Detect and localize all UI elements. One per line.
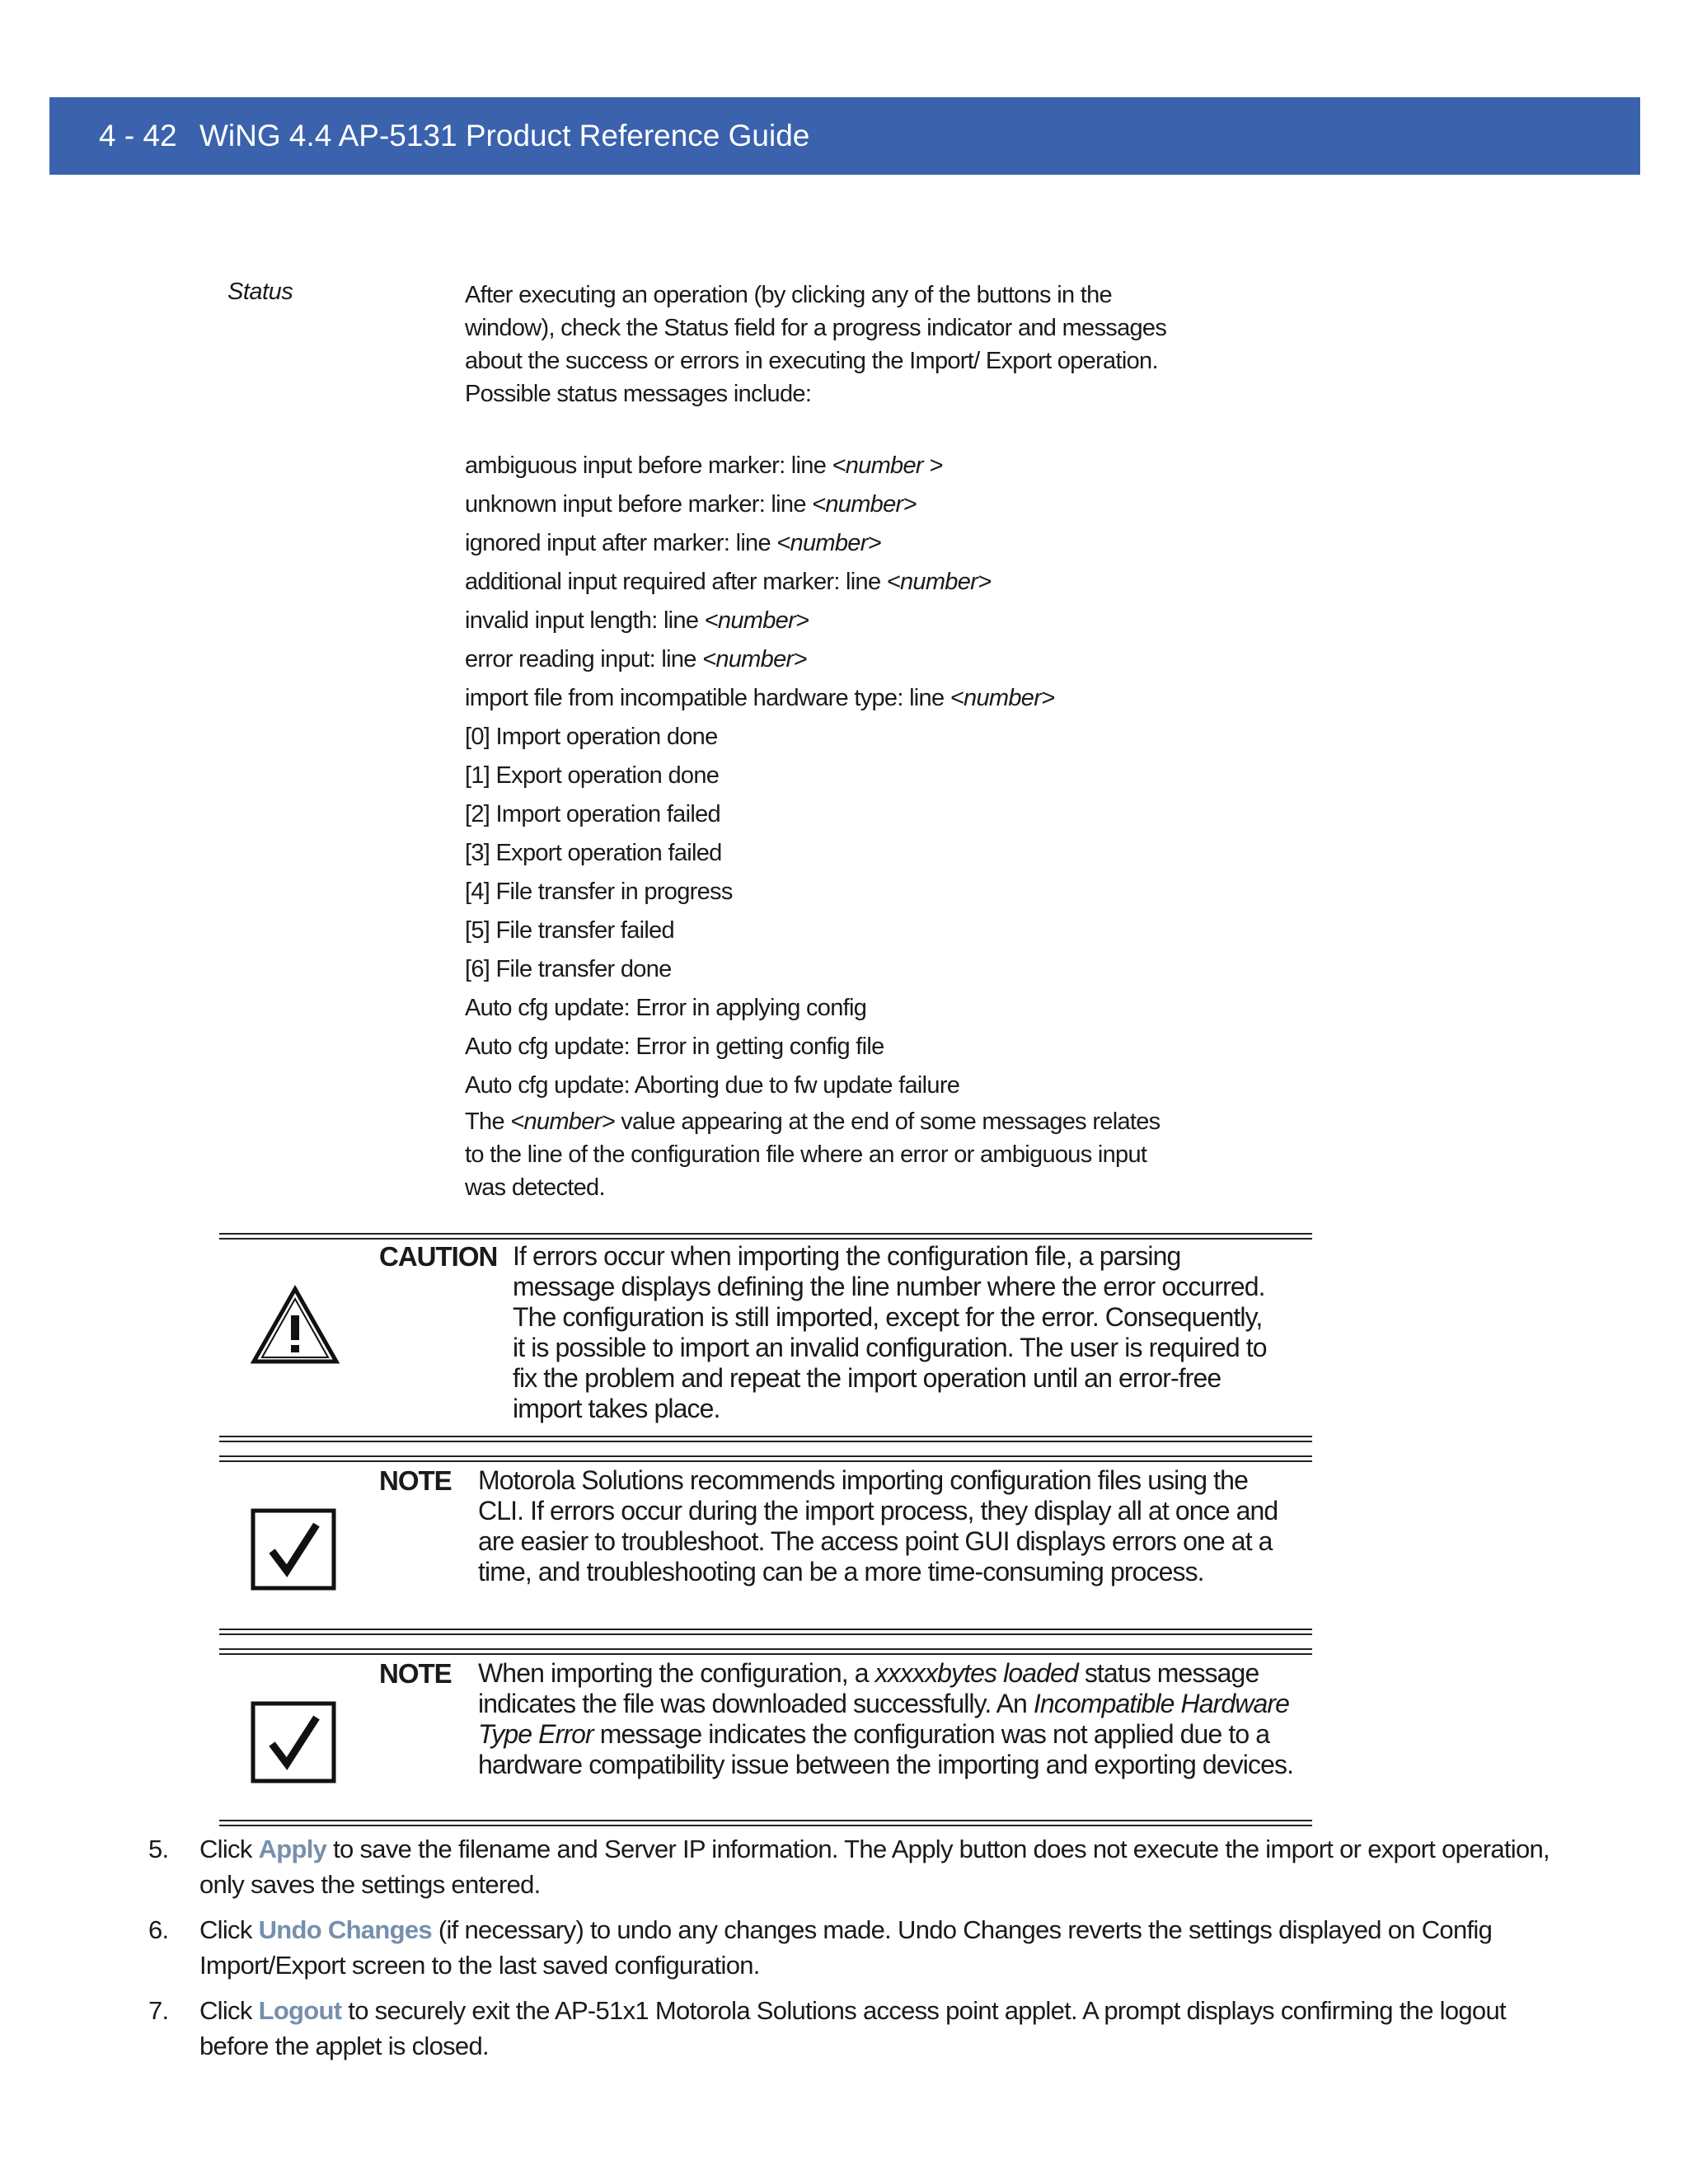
step-item: 7. Click Logout to securely exit the AP-51x1 Motorola Solutions access point applet. A prompt displays confirming the logout before the applet is closed. [148, 1996, 1506, 2060]
status-message: Auto cfg update: Error in applying config [465, 995, 867, 1021]
status-message: [3] Export operation failed [465, 840, 722, 866]
status-intro: After executing an operation (by clicking any of the buttons in the window), check the Status field for a progress indicator and messages about the success or errors in executing the Import/ Export operation. Possible status messages include: [465, 282, 1167, 407]
status-message: [2] Import operation failed [465, 801, 720, 827]
status-message: error reading input: line <number> [465, 646, 807, 673]
note-label: NOTE [379, 1465, 452, 1496]
status-message: import file from incompatible hardware type: line <number> [465, 685, 1055, 711]
logout-button-reference: Logout [258, 1996, 342, 2025]
step-item: 6. Click Undo Changes (if necessary) to undo any changes made. Undo Changes reverts the settings displayed on Config Import/Export screen to the last saved configuration. [148, 1915, 1493, 1980]
note-label: NOTE [379, 1658, 452, 1689]
status-message: unknown input before marker: line <number> [465, 491, 917, 518]
status-message: [1] Export operation done [465, 762, 720, 789]
caution-text: If errors occur when importing the configuration file, a parsing message displays defining the line number where the error occurred. The configuration is still imported, except for the error. Consequently, it is possible to import an invalid configuration. The user is required to fix the problem and repeat the import operation until an error-free import takes place. [513, 1241, 1267, 1423]
status-outro: The <number> value appearing at the end of some messages relates to the line of the configuration file where an error or ambiguous input was detected. [465, 1108, 1160, 1201]
status-message: [5] File transfer failed [465, 917, 674, 944]
status-description [465, 279, 1174, 1204]
warning-triangle-icon [249, 1284, 341, 1366]
apply-button-reference: Apply [258, 1835, 327, 1863]
status-message: [6] File transfer done [465, 956, 672, 982]
caution-label: CAUTION [379, 1241, 498, 1272]
status-message-list [465, 447, 1174, 1105]
status-message: ignored input after marker: line <number> [465, 530, 881, 556]
checkmark-icon [251, 1508, 336, 1591]
page-number: 4 - 42 [99, 119, 177, 152]
status-message: ambiguous input before marker: line <number > [465, 452, 943, 479]
divider [219, 1648, 1312, 1655]
divider [219, 1233, 1312, 1240]
checkmark-icon [251, 1701, 336, 1783]
status-message: Auto cfg update: Aborting due to fw update failure [465, 1072, 960, 1099]
page-header [49, 97, 1640, 175]
note-box [219, 1648, 1312, 1830]
guide-title: WiNG 4.4 AP-5131 Product Reference Guide [199, 119, 810, 152]
divider [219, 1436, 1312, 1442]
note-text: When importing the configuration, a xxxxxbytes loaded status message indicates the file was downloaded successfully. An Incompatible Hardware Type Error message indicates the configuration was not applied due to a hardware compatibility issue between the importing and exporting devices. [478, 1658, 1294, 1779]
divider [219, 1455, 1312, 1462]
status-message: invalid input length: line <number> [465, 607, 809, 634]
undo-changes-button-reference: Undo Changes [258, 1915, 432, 1944]
step-item: 5. Click Apply to save the filename and Server IP information. The Apply button does not execute the import or export operation, only saves the settings entered. [148, 1835, 1550, 1899]
procedure-steps [148, 1831, 1550, 2074]
status-message: [4] File transfer in progress [465, 879, 733, 905]
divider [219, 1629, 1312, 1635]
note-text: Motorola Solutions recommends importing configuration files using the CLI. If errors occur during the import process, they display all at once and are easier to troubleshoot. The access point GUI displays errors one at a time, and troubleshooting can be a more time-consuming process. [478, 1465, 1278, 1586]
note-box [219, 1455, 1312, 1645]
divider [219, 1820, 1312, 1826]
status-message: Auto cfg update: Error in getting config file [465, 1033, 884, 1060]
status-message: [0] Import operation done [465, 724, 718, 750]
status-message: additional input required after marker: line <number> [465, 569, 992, 595]
caution-box [219, 1233, 1312, 1472]
status-term: Status [227, 279, 293, 305]
